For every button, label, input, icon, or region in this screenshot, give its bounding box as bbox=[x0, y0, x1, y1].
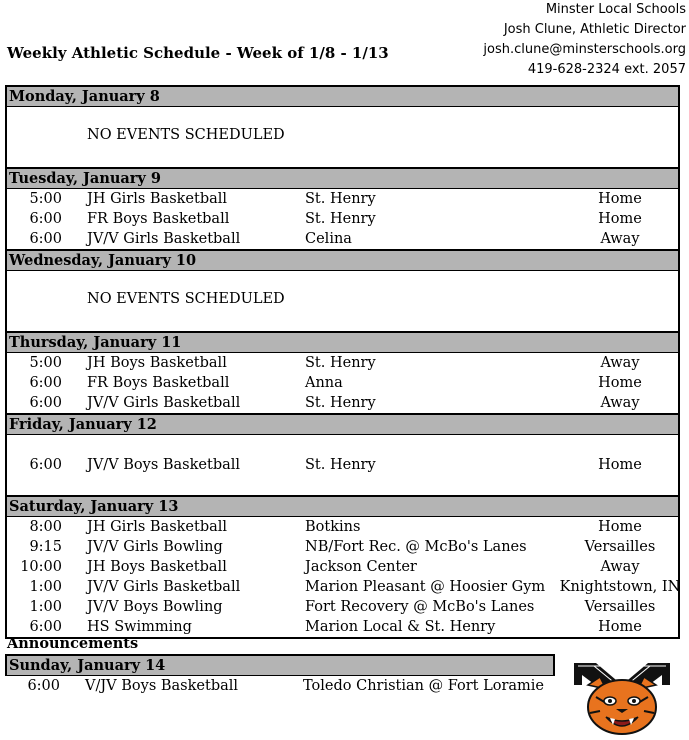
event-site: Away bbox=[600, 231, 640, 247]
event-opponent: Fort Recovery @ McBo's Lanes bbox=[305, 599, 535, 615]
event-name: FR Boys Basketball bbox=[87, 375, 230, 391]
event-time: 9:15 bbox=[29, 539, 62, 555]
announcements-heading: Announcements bbox=[7, 635, 139, 652]
event-opponent: NB/Fort Rec. @ McBo's Lanes bbox=[305, 539, 527, 555]
event-time: 10:00 bbox=[20, 559, 62, 575]
event-name: JH Boys Basketball bbox=[87, 559, 227, 575]
day-saturday bbox=[5, 497, 680, 639]
event-time: 6:00 bbox=[29, 457, 62, 473]
event-opponent: Jackson Center bbox=[305, 559, 417, 575]
event-row bbox=[7, 557, 678, 577]
schedule-table bbox=[5, 85, 680, 639]
event-name: HS Swimming bbox=[87, 619, 192, 635]
wildcat-head-icon bbox=[588, 677, 656, 734]
event-site: Versailles bbox=[584, 599, 656, 615]
event-opponent: St. Henry bbox=[305, 355, 376, 371]
event-opponent: St. Henry bbox=[305, 211, 376, 227]
event-row bbox=[7, 577, 681, 597]
event-row bbox=[7, 393, 678, 413]
event-row bbox=[7, 517, 678, 537]
event-site: Away bbox=[600, 559, 640, 575]
event-time: 5:00 bbox=[29, 191, 62, 207]
event-opponent: Marion Pleasant @ Hoosier Gym bbox=[305, 579, 546, 595]
event-name: JV/V Girls Bowling bbox=[87, 539, 223, 555]
event-row bbox=[7, 209, 678, 229]
event-name: V/JV Boys Basketball bbox=[85, 678, 239, 694]
event-row bbox=[7, 537, 678, 557]
event-row bbox=[7, 189, 678, 209]
no-events-text: NO EVENTS SCHEDULED bbox=[87, 291, 285, 307]
no-events-text: NO EVENTS SCHEDULED bbox=[87, 127, 285, 143]
event-row bbox=[7, 455, 678, 475]
event-time: 8:00 bbox=[29, 519, 62, 535]
day-monday bbox=[5, 85, 680, 169]
event-opponent: St. Henry bbox=[305, 395, 376, 411]
event-site: Versailles bbox=[584, 539, 656, 555]
event-name: JV/V Boys Bowling bbox=[87, 599, 223, 615]
day-header: Thursday, January 11 bbox=[7, 333, 678, 353]
event-site: Knightstown, IN bbox=[559, 579, 681, 595]
event-name: JV/V Girls Basketball bbox=[87, 395, 241, 411]
school-name: Minster Local Schools bbox=[545, 2, 686, 17]
day-tuesday bbox=[5, 169, 680, 251]
director-phone: 419-628-2324 ext. 2057 bbox=[527, 62, 686, 77]
event-time: 6:00 bbox=[29, 395, 62, 411]
event-name: JH Boys Basketball bbox=[87, 355, 227, 371]
event-row bbox=[7, 229, 678, 249]
day-header: Sunday, January 14 bbox=[5, 654, 555, 676]
event-time: 6:00 bbox=[29, 231, 62, 247]
event-opponent: Celina bbox=[305, 231, 352, 247]
director-email[interactable]: josh.clune@minsterschools.org bbox=[483, 42, 686, 57]
event-name: JH Girls Basketball bbox=[87, 519, 228, 535]
event-name: JH Girls Basketball bbox=[87, 191, 228, 207]
event-time: 5:00 bbox=[29, 355, 62, 371]
event-row bbox=[7, 373, 678, 393]
event-opponent: Anna bbox=[305, 375, 343, 391]
event-opponent: St. Henry bbox=[305, 191, 376, 207]
contact-block bbox=[483, 0, 686, 80]
event-name: JV/V Girls Basketball bbox=[87, 231, 241, 247]
day-header: Tuesday, January 9 bbox=[7, 169, 678, 189]
day-friday bbox=[5, 415, 680, 497]
day-header: Friday, January 12 bbox=[7, 415, 678, 435]
day-header: Wednesday, January 10 bbox=[7, 251, 678, 271]
event-opponent: Marion Local & St. Henry bbox=[305, 619, 496, 635]
event-name: JV/V Girls Basketball bbox=[87, 579, 241, 595]
event-site: Away bbox=[600, 355, 640, 371]
director-name: Josh Clune, Athletic Director bbox=[503, 22, 686, 37]
event-site: Home bbox=[598, 619, 642, 635]
event-row bbox=[7, 353, 678, 373]
event-opponent: St. Henry bbox=[305, 457, 376, 473]
event-name: FR Boys Basketball bbox=[87, 211, 230, 227]
event-time: 1:00 bbox=[29, 599, 62, 615]
event-row bbox=[5, 676, 555, 696]
page-title: Weekly Athletic Schedule - Week of 1/8 - 1/13 bbox=[7, 44, 389, 62]
event-site: Away bbox=[600, 395, 640, 411]
day-wednesday bbox=[5, 251, 680, 333]
event-opponent: Botkins bbox=[305, 519, 361, 535]
day-header: Saturday, January 13 bbox=[7, 497, 678, 517]
event-name: JV/V Boys Basketball bbox=[87, 457, 241, 473]
day-header: Monday, January 8 bbox=[7, 87, 678, 107]
event-time: 6:00 bbox=[29, 211, 62, 227]
event-site: Home bbox=[598, 519, 642, 535]
event-time: 6:00 bbox=[29, 375, 62, 391]
event-time: 1:00 bbox=[29, 579, 62, 595]
event-time: 6:00 bbox=[29, 619, 62, 635]
event-opponent: Toledo Christian @ Fort Loramie bbox=[303, 678, 544, 694]
wildcat-mascot-logo bbox=[566, 655, 678, 737]
event-site: Home bbox=[598, 457, 642, 473]
event-site: Home bbox=[598, 191, 642, 207]
event-row bbox=[7, 597, 678, 617]
event-site: Home bbox=[598, 211, 642, 227]
event-time: 6:00 bbox=[27, 678, 60, 694]
event-row bbox=[7, 617, 678, 637]
day-thursday bbox=[5, 333, 680, 415]
day-sunday bbox=[5, 654, 555, 696]
event-site: Home bbox=[598, 375, 642, 391]
